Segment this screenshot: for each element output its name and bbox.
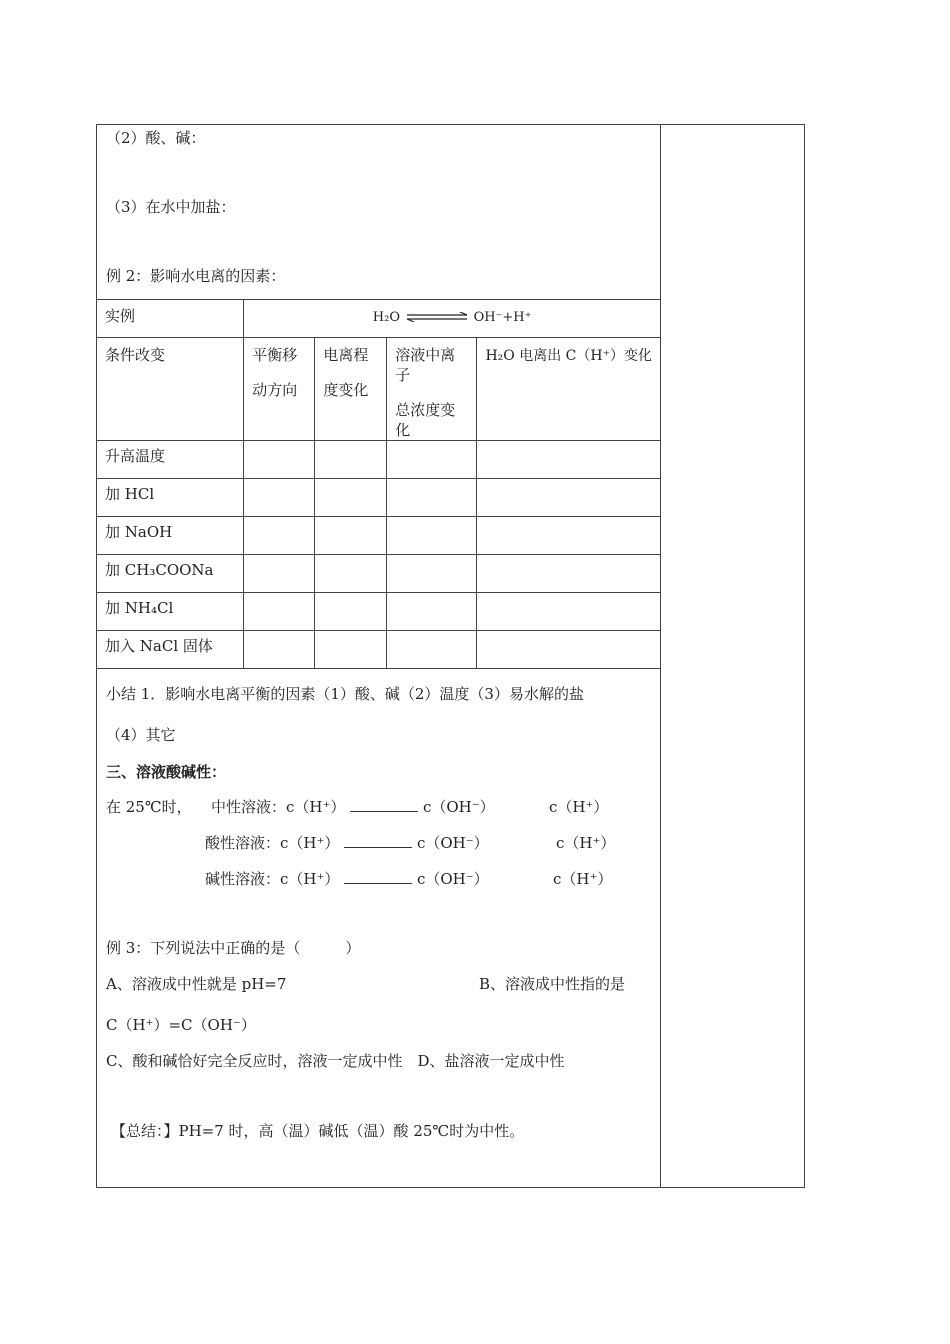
acid-row xyxy=(205,833,489,853)
base-h-right: c（H⁺） xyxy=(553,870,613,888)
row-label: 加 CH₃COONa xyxy=(97,555,244,593)
col-condition: 条件改变 xyxy=(105,346,166,364)
equilibrium-arrow-icon xyxy=(405,312,469,322)
col-ion-2: 总浓度变化 xyxy=(395,401,456,439)
neutral-label: 中性溶液：c（H⁺） xyxy=(211,798,346,816)
col-degree-1: 电离程 xyxy=(323,346,369,364)
option-b-cont: C（H⁺）=C（OH⁻） xyxy=(106,1016,256,1034)
col-degree-2: 度变化 xyxy=(323,381,369,399)
col-ion-1: 溶液中离子 xyxy=(395,346,456,384)
col-h-change: H₂O 电离出 C（H⁺）变化 xyxy=(485,348,652,364)
item-add-salt: （3）在水中加盐： xyxy=(106,198,236,216)
header-label: 实例 xyxy=(105,307,136,325)
neutral-row xyxy=(211,797,495,817)
col-shift-1: 平衡移 xyxy=(252,346,298,364)
ionization-table xyxy=(96,299,661,669)
neutral-h-right: c（H⁺） xyxy=(549,798,609,816)
acid-label: 酸性溶液：c（H⁺） xyxy=(205,834,340,852)
summary1-line1: 小结 1．影响水电离平衡的因素（1）酸、碱（2）温度（3）易水解的盐 xyxy=(106,685,584,703)
option-a: A、溶液成中性就是 pH=7 xyxy=(106,975,287,993)
row-label: 加 HCl xyxy=(97,479,244,517)
acid-oh: c（OH⁻） xyxy=(416,834,489,852)
conclusion: 【总结：】PH=7 时，高（温）碱低（温）酸 25℃时为中性。 xyxy=(111,1122,525,1140)
acid-blank[interactable] xyxy=(344,833,412,848)
section3-prefix: 在 25℃时， xyxy=(106,798,192,816)
base-label: 碱性溶液：c（H⁺） xyxy=(205,870,340,888)
col-shift-2: 动方向 xyxy=(252,381,298,399)
example3-question: 例 3：下列说法中正确的是（ ） xyxy=(106,939,361,957)
base-row xyxy=(205,869,489,889)
equation-cell xyxy=(244,300,661,338)
acid-h-right: c（H⁺） xyxy=(556,834,616,852)
base-oh: c（OH⁻） xyxy=(416,870,489,888)
option-b: B、溶液成中性指的是 xyxy=(479,975,626,993)
row-label: 加入 NaCl 固体 xyxy=(97,631,244,669)
item-acid-base: （2）酸、碱： xyxy=(106,129,206,147)
row-label: 加 NH₄Cl xyxy=(97,593,244,631)
example2-title: 例 2：影响水电离的因素： xyxy=(106,267,286,285)
base-blank[interactable] xyxy=(344,869,412,884)
options-cd: C、酸和碱恰好完全反应时，溶液一定成中性 D、盐溶液一定成中性 xyxy=(106,1052,565,1070)
eq-left: H₂O xyxy=(372,310,400,325)
section3-heading: 三、溶液酸碱性： xyxy=(106,763,227,781)
summary1-line2: （4）其它 xyxy=(106,726,176,744)
eq-right: OH⁻+H⁺ xyxy=(473,310,532,325)
row-label: 升高温度 xyxy=(97,441,244,479)
neutral-oh: c（OH⁻） xyxy=(422,798,495,816)
row-label: 加 NaOH xyxy=(97,517,244,555)
neutral-blank[interactable] xyxy=(350,797,418,812)
